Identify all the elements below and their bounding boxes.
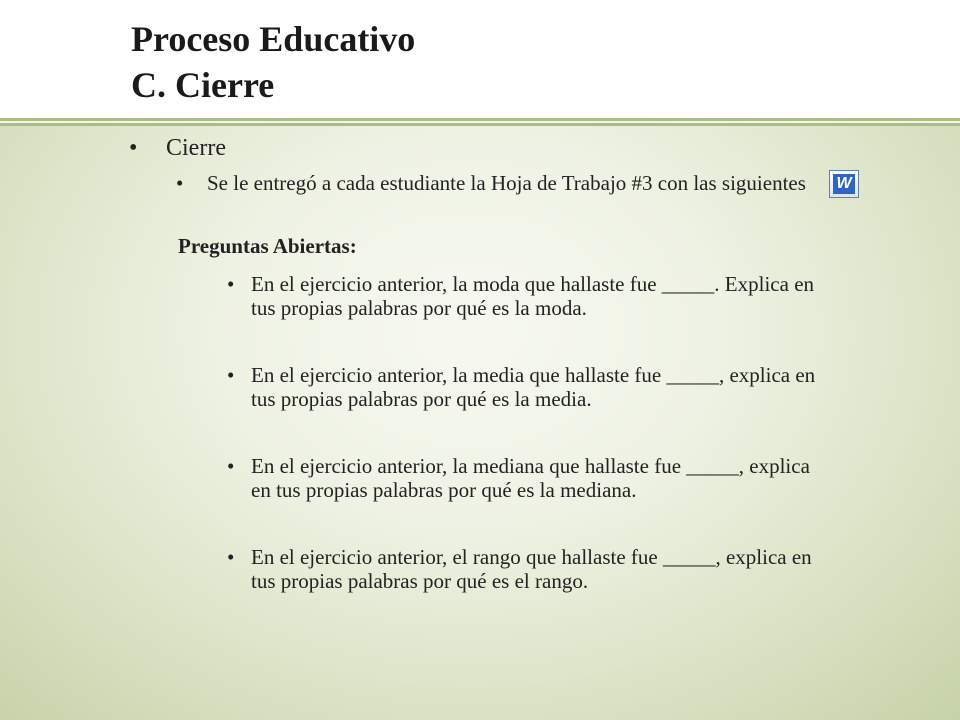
question-bullet: • — [227, 545, 235, 569]
questions-subheading: Preguntas Abiertas: — [178, 234, 357, 258]
slide-title-line1: Proceso Educativo — [131, 19, 416, 59]
title-band — [0, 0, 960, 118]
question-item-rango: En el ejercicio anterior, el rango que hallaste fue _____, explica en tus propias palabras por qué es el rango. — [251, 545, 812, 593]
level2-bullet: • — [176, 171, 184, 195]
level2-text: Se le entregó a cada estudiante la Hoja de Trabajo #3 con las siguientes — [207, 171, 806, 195]
question-bullet: • — [227, 454, 235, 478]
title-divider-highlight — [0, 121, 960, 123]
level1-bullet: • — [129, 135, 138, 161]
word-document-icon[interactable] — [829, 170, 859, 198]
question-item-moda: En el ejercicio anterior, la moda que hallaste fue _____. Explica en tus propias palabras por qué es la moda. — [251, 272, 815, 320]
slide-title-line2: C. Cierre — [131, 65, 275, 105]
level1-text: Cierre — [166, 135, 226, 161]
question-bullet: • — [227, 363, 235, 387]
slide-title — [131, 16, 415, 108]
question-item-mediana: En el ejercicio anterior, la mediana que hallaste fue _____, explica en tus propias palabras por qué es la mediana. — [251, 454, 810, 502]
question-item-media: En el ejercicio anterior, la media que hallaste fue _____, explica en tus propias palabras por qué es la media. — [251, 363, 816, 411]
word-icon-glyph: W — [833, 174, 855, 194]
question-bullet: • — [227, 272, 235, 296]
